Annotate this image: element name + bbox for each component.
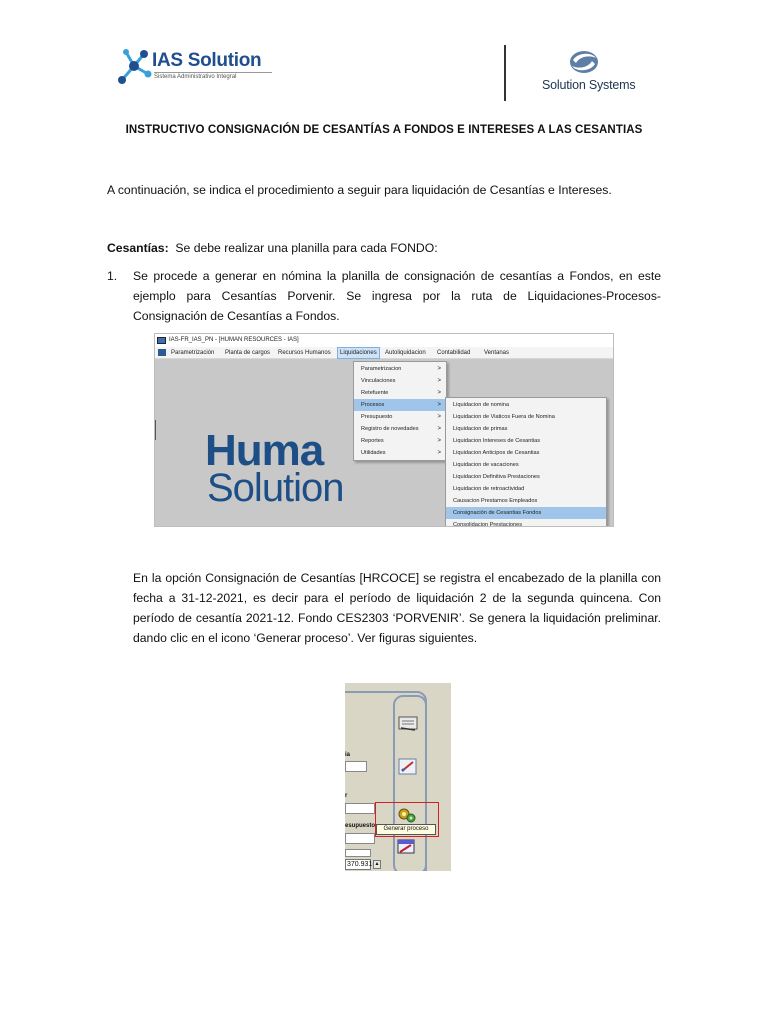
- process-item[interactable]: Liquidacion de retroactividad: [453, 486, 525, 492]
- process-item[interactable]: Liquidacion Definitiva Prestaciones: [453, 474, 540, 480]
- para2-line: fecha a 31-12-2021, es decir para el período de liquidación 2 de la segunda quincena. Con: [133, 591, 661, 605]
- solution-systems-text: Solution Systems: [542, 78, 636, 92]
- liquidaciones-submenu: [353, 361, 447, 461]
- item1-paragraph: [133, 266, 661, 326]
- item1-line: Consignación de Cesantías a Fondos.: [133, 309, 340, 323]
- chevron-right-icon: >: [437, 366, 441, 372]
- chevron-right-icon: >: [437, 414, 441, 420]
- process-item[interactable]: Liquidacion Intereses de Cesantias: [453, 438, 541, 444]
- cesantias-label: Cesantías:: [107, 241, 169, 255]
- para2-line: En la opción Consignación de Cesantías [HRCOCE] se registra el encabezado de la planilla con: [133, 571, 661, 585]
- molecule-logo-icon: [114, 44, 154, 88]
- form-input[interactable]: [345, 803, 375, 814]
- menu-autoliquidacion[interactable]: Autoliquidacion: [385, 350, 426, 356]
- form-input[interactable]: [345, 849, 371, 857]
- ias-tagline: Sistema Administrativo Integral: [154, 72, 272, 80]
- submenu-item-label: Presupuesto: [361, 414, 393, 420]
- chevron-right-icon: >: [437, 438, 441, 444]
- menubar: [155, 347, 614, 359]
- submenu-item-label: Procesos: [361, 402, 385, 408]
- spinner-button[interactable]: ▴: [373, 860, 381, 869]
- submenu-item-registro-novedades[interactable]: [354, 423, 446, 435]
- workspace-edge: [155, 420, 156, 440]
- item1-line: Se procede a generar en nómina la planilla de consignación de cesantías a Fondos, en este: [133, 269, 661, 283]
- field-label: r: [345, 793, 348, 799]
- process-item[interactable]: Liquidacion de nomina: [453, 402, 509, 408]
- page-header: [104, 40, 670, 104]
- background-logo-line1: Huma: [205, 426, 324, 475]
- submenu-item-utilidades[interactable]: [354, 447, 446, 459]
- chevron-right-icon: >: [437, 426, 441, 432]
- menu-ventanas[interactable]: Ventanas: [484, 350, 510, 356]
- submenu-item-vinculaciones[interactable]: [354, 375, 446, 387]
- menu-contabilidad[interactable]: Contabilidad: [437, 350, 471, 356]
- submenu-item-retefuente[interactable]: [354, 387, 446, 399]
- chevron-right-icon: >: [437, 402, 441, 408]
- submenu-item-label: Utilidades: [361, 450, 386, 456]
- document-icon[interactable]: [397, 713, 419, 733]
- chevron-right-icon: >: [437, 390, 441, 396]
- edit-icon[interactable]: [397, 757, 419, 777]
- chevron-right-icon: >: [437, 378, 441, 384]
- process-item[interactable]: Liquidacion de primas: [453, 426, 508, 432]
- background-logo-line2: Solution: [207, 466, 344, 510]
- window-title: IAS-FR_IAS_PN - [HUMAN RESOURCES - IAS]: [169, 337, 299, 343]
- app-menu-icon[interactable]: [158, 349, 166, 356]
- cesantias-line: [107, 238, 667, 258]
- menu-parametrizacion[interactable]: Parametrización: [171, 350, 215, 356]
- process-item-consignacion-cesantias[interactable]: Consignación de Cesantias Fondos: [446, 507, 606, 519]
- header-divider: [504, 45, 506, 101]
- window-icon: [157, 337, 166, 344]
- list-number: 1.: [107, 269, 118, 283]
- para2-line: período de cesantía 2021-12. Fondo CES2303 ‘PORVENIR’. Se genera la liquidación preliminar.: [133, 611, 661, 625]
- chevron-right-icon: >: [437, 450, 441, 456]
- submenu-item-procesos[interactable]: [354, 399, 446, 411]
- item1-line: ejemplo para Cesantías Porvenir. Se ingresa por la ruta de Liquidaciones-Procesos-: [133, 289, 661, 303]
- submenu-item-label: Parametrizacion: [361, 366, 402, 372]
- ias-solution-logo: [114, 44, 284, 96]
- process-item[interactable]: Liquidacion Anticipos de Cesantias: [453, 450, 540, 456]
- para2-line: dando clic en el icono ‘Generar proceso’. Ver figuras siguientes.: [133, 631, 478, 645]
- ias-brand-text: IAS Solution: [152, 50, 262, 71]
- generar-proceso-screenshot: [345, 683, 451, 871]
- submenu-item-label: Reportes: [361, 438, 384, 444]
- menu-planta-cargos[interactable]: Planta de cargos: [225, 350, 271, 356]
- liquidaciones-menu-screenshot: [154, 333, 614, 527]
- cesantias-text: Se debe realizar una planilla para cada FONDO:: [175, 241, 438, 255]
- procesos-submenu: [445, 397, 607, 527]
- menu-recursos-humanos[interactable]: Recursos Humanos: [278, 350, 331, 356]
- submenu-item-reportes[interactable]: [354, 435, 446, 447]
- generar-proceso-tooltip: Generar proceso: [376, 824, 436, 835]
- form-input[interactable]: [345, 833, 375, 844]
- value-field[interactable]: 370.931: [347, 861, 373, 868]
- submenu-item-parametrizacion[interactable]: [354, 363, 446, 375]
- swirl-logo-icon: [568, 48, 600, 76]
- process-item[interactable]: Liquidacion de Viaticos Fuera de Nomina: [453, 414, 555, 420]
- calendar-icon[interactable]: [395, 836, 417, 856]
- intro-paragraph: A continuación, se indica el procedimiento a seguir para liquidación de Cesantías e Intereses.: [107, 183, 612, 197]
- form-input[interactable]: [345, 761, 367, 772]
- submenu-item-label: Vinculaciones: [361, 378, 396, 384]
- menu-liquidaciones[interactable]: Liquidaciones: [337, 347, 380, 359]
- field-label: esupuesto: [345, 823, 376, 829]
- field-label: ia: [345, 752, 351, 758]
- hrcoce-paragraph: [133, 568, 661, 648]
- process-item[interactable]: Liquidacion de vacaciones: [453, 462, 519, 468]
- process-item[interactable]: Causacion Prestamos Empleados: [453, 498, 538, 504]
- document-title: INSTRUCTIVO CONSIGNACIÓN DE CESANTÍAS A FONDOS E INTERESES A LAS CESANTIAS: [125, 124, 643, 136]
- process-item[interactable]: Consolidacion Prestaciones: [453, 522, 523, 527]
- submenu-item-label: Registro de novedades: [361, 426, 419, 432]
- submenu-item-label: Retefuente: [361, 390, 389, 396]
- window-titlebar: [155, 334, 614, 347]
- solution-systems-logo: [536, 48, 656, 98]
- submenu-item-presupuesto[interactable]: [354, 411, 446, 423]
